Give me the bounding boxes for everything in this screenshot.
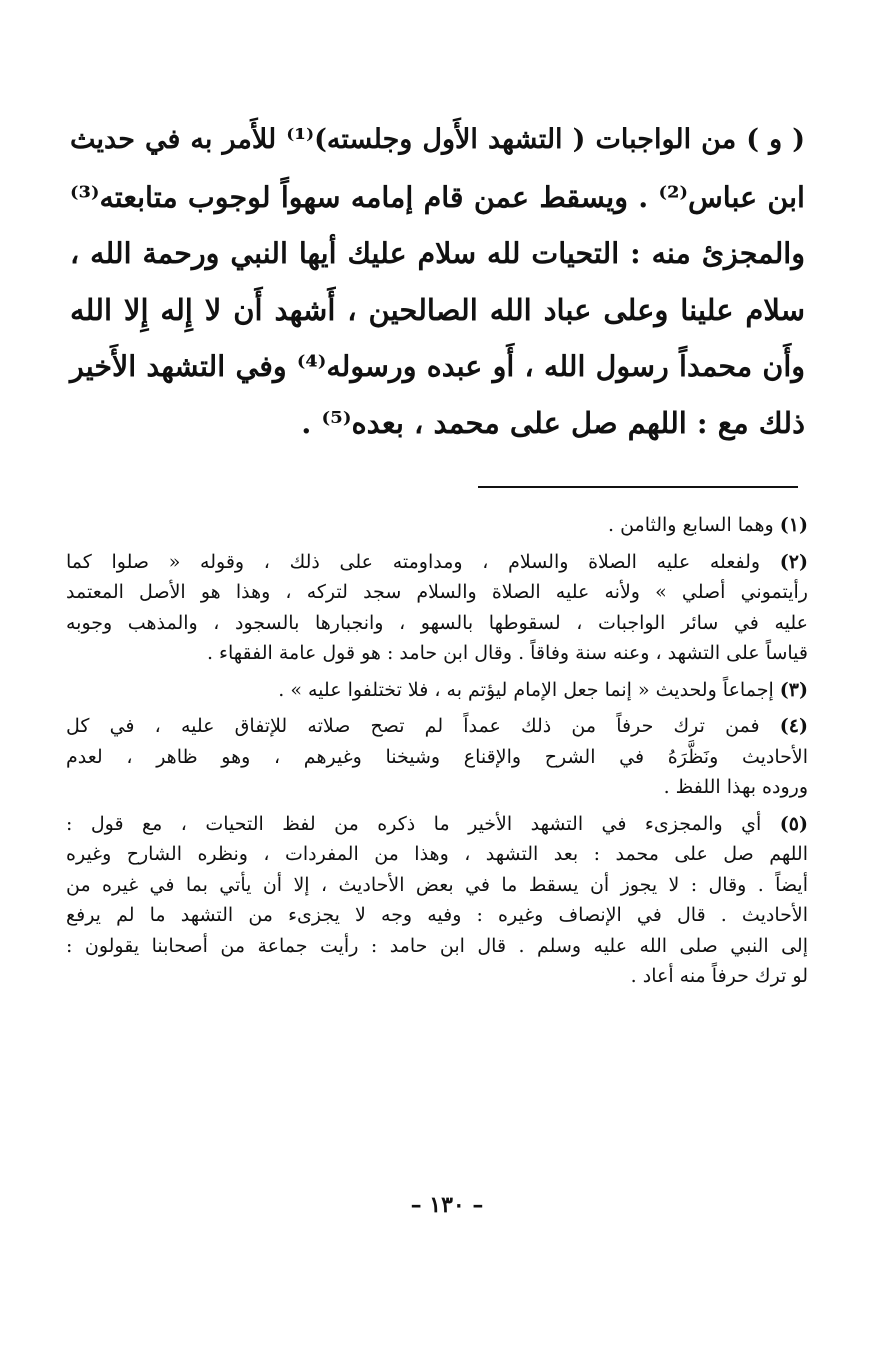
footnote-line: رأيتموني أصلي » ولأنه عليه الصلاة والسلام سجد لتركه ، وهذا هو الأصل المعتمد — [66, 581, 808, 603]
main-text-line: ابن عباس⁽²⁾ . ويسقط عمن قام إمامه سهواً لوجوب متابعته⁽³⁾ — [70, 179, 805, 214]
footnote-line: الأحاديث . قال في الإنصاف وغيره : وفيه وجه لا يجزىء من التشهد ما لم يرفع — [66, 904, 808, 926]
footnote-4 — [66, 711, 808, 803]
main-text-line: ( و ) من الواجبات ( التشهد الأَول وجلسته)⁽¹⁾ للأَمر به في حديث — [70, 124, 805, 155]
footnote-line: لو ترك حرفاً منه أعاد . — [630, 965, 808, 987]
footnote-line: وروده بهذا اللفظ . — [663, 776, 808, 798]
footnote-number: (١) — [779, 514, 808, 536]
footnote-line: عليه في سائر الواجبات ، لسقوطها بالسهو ، وانجبارها بالسجود ، والمذهب وجوبه — [66, 611, 808, 634]
footnote-text: إجماعاً ولحديث « إنما جعل الإمام ليؤتم به ، فلا تختلفوا عليه » . — [278, 678, 774, 701]
footnote-line: اللهم صل على محمد : بعد التشهد ، وهذا من المفردات ، ونظره الشارح وغيره — [66, 843, 808, 865]
footnote-text: ولفعله عليه الصلاة والسلام ، ومداومته على ذلك ، وقوله « صلوا كما — [66, 550, 761, 573]
main-text-block — [70, 112, 805, 451]
footnote-line: إلى النبي صلى الله عليه وسلم . قال ابن حامد : رأيت جماعة من أصحابنا يقولون : — [66, 934, 808, 957]
footnotes-block — [66, 510, 808, 998]
footnote-number: (٤) — [779, 715, 808, 737]
main-text-line: سلام علينا وعلى عباد الله الصالحين ، أَشهد أَن لا إِله إِلا الله — [70, 292, 805, 327]
footnote-line — [66, 711, 808, 742]
footnote-line: أيضاً . وقال : لا يجوز أن يسقط ما في بعض الأحاديث ، إلا أن يأتي بما في غيره من — [66, 873, 808, 896]
footnote-divider — [478, 486, 798, 488]
footnote-number: (٥) — [779, 812, 808, 835]
footnote-number: (٢) — [779, 550, 809, 573]
footnote-text: وهما السابع والثامن . — [607, 514, 774, 536]
footnote-line: الأحاديث ونَظَّرَهُ في الشرح والإقناع وشيخنا وغيرهم ، وهو ظاهر ، لعدم — [66, 745, 808, 768]
footnote-2 — [66, 547, 808, 669]
footnote-1 — [66, 510, 808, 541]
footnote-line: قياساً على التشهد ، وعنه سنة وفاقاً . وقال ابن حامد : هو قول عامة الفقهاء . — [206, 642, 808, 664]
footnote-3 — [66, 675, 808, 706]
main-text-line: والمجزئ منه : التحيات لله سلام عليك أيها النبي ورحمة الله ، — [70, 236, 805, 270]
footnote-text: أي والمجزىء في التشهد الأخير ما ذكره من لفظ التحيات ، مع قول : — [66, 812, 762, 835]
main-text-line: وأَن محمداً رسول الله ، أَو عبده ورسوله⁽⁴⁾ وفي التشهد الأَخير — [70, 349, 805, 383]
footnote-number: (٣) — [779, 678, 808, 701]
footnote-line — [66, 809, 808, 840]
footnote-line — [66, 510, 808, 541]
page-number: – ١٣٠ – — [410, 1192, 484, 1218]
footnote-5 — [66, 809, 808, 992]
footnote-line — [66, 547, 808, 578]
footnote-line — [66, 675, 808, 706]
main-text-line: ذلك مع : اللهم صل على محمد ، بعده⁽⁵⁾ . — [301, 405, 805, 440]
footnote-text: فمن ترك حرفاً من ذلك عمداً لم تصح صلاته للإتفاق عليه ، في كل — [66, 715, 760, 737]
